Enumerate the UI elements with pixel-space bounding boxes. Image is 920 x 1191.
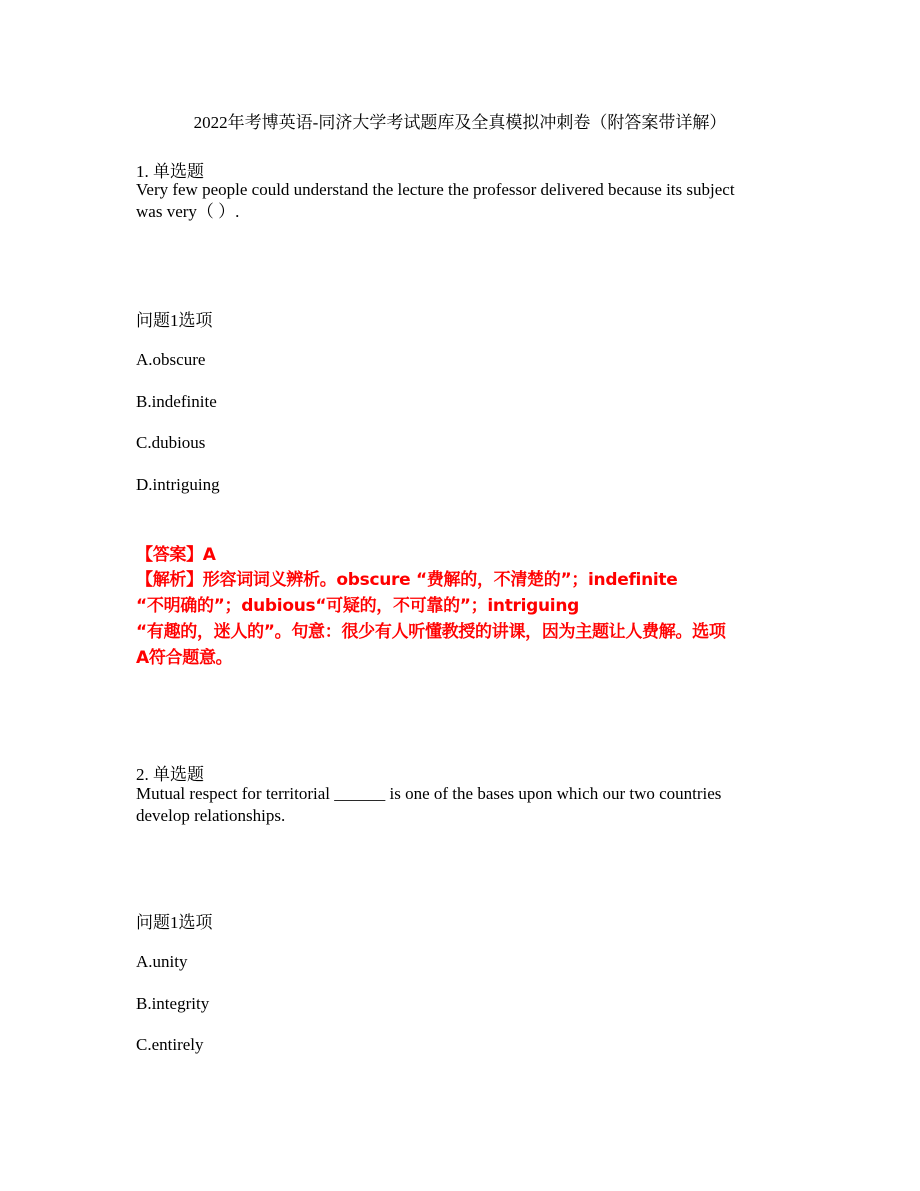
question-2-option-a: A.unity [136,952,188,971]
question-1-analysis-line-3: “有趣的，迷人的”。句意：很少有人听懂教授的讲课，因为主题让人费解。选项 [136,622,726,642]
question-1-option-b: B.indefinite [136,392,217,411]
question-1-header: 1. 单选题 [136,162,204,181]
question-2-text-line-1: Mutual respect for territorial ______ is one of the bases upon which our two countries [136,784,722,803]
question-1-options-label: 问题1选项 [136,311,213,330]
question-1-analysis-line-2: “不明确的”；dubious“可疑的，不可靠的”；intriguing [136,596,579,616]
question-2-text [136,783,796,827]
question-1-analysis-line-4: A符合题意。 [136,648,233,668]
question-2-text-line-2: develop relationships. [136,806,286,825]
question-2-header: 2. 单选题 [136,765,204,784]
question-2-option-c: C.entirely [136,1035,204,1054]
question-1-analysis-line-1: 【解析】形容词词义辨析。obscure “费解的，不清楚的”；indefinite [136,570,678,590]
question-1-text-line-2: was very（ ）. [136,202,240,221]
question-2-option-b: B.integrity [136,994,210,1013]
question-1-text-line-1: Very few people could understand the lecture the professor delivered because its subject [136,180,735,199]
question-1-option-c: C.dubious [136,433,206,452]
document-title: 2022年考博英语-同济大学考试题库及全真模拟冲刺卷（附答案带详解） [193,113,727,132]
question-1-option-a: A.obscure [136,350,206,369]
question-2-options-label: 问题1选项 [136,913,213,932]
question-1-option-d: D.intriguing [136,475,220,494]
question-1-text [136,179,796,223]
question-1-answer: 【答案】A [136,545,216,565]
